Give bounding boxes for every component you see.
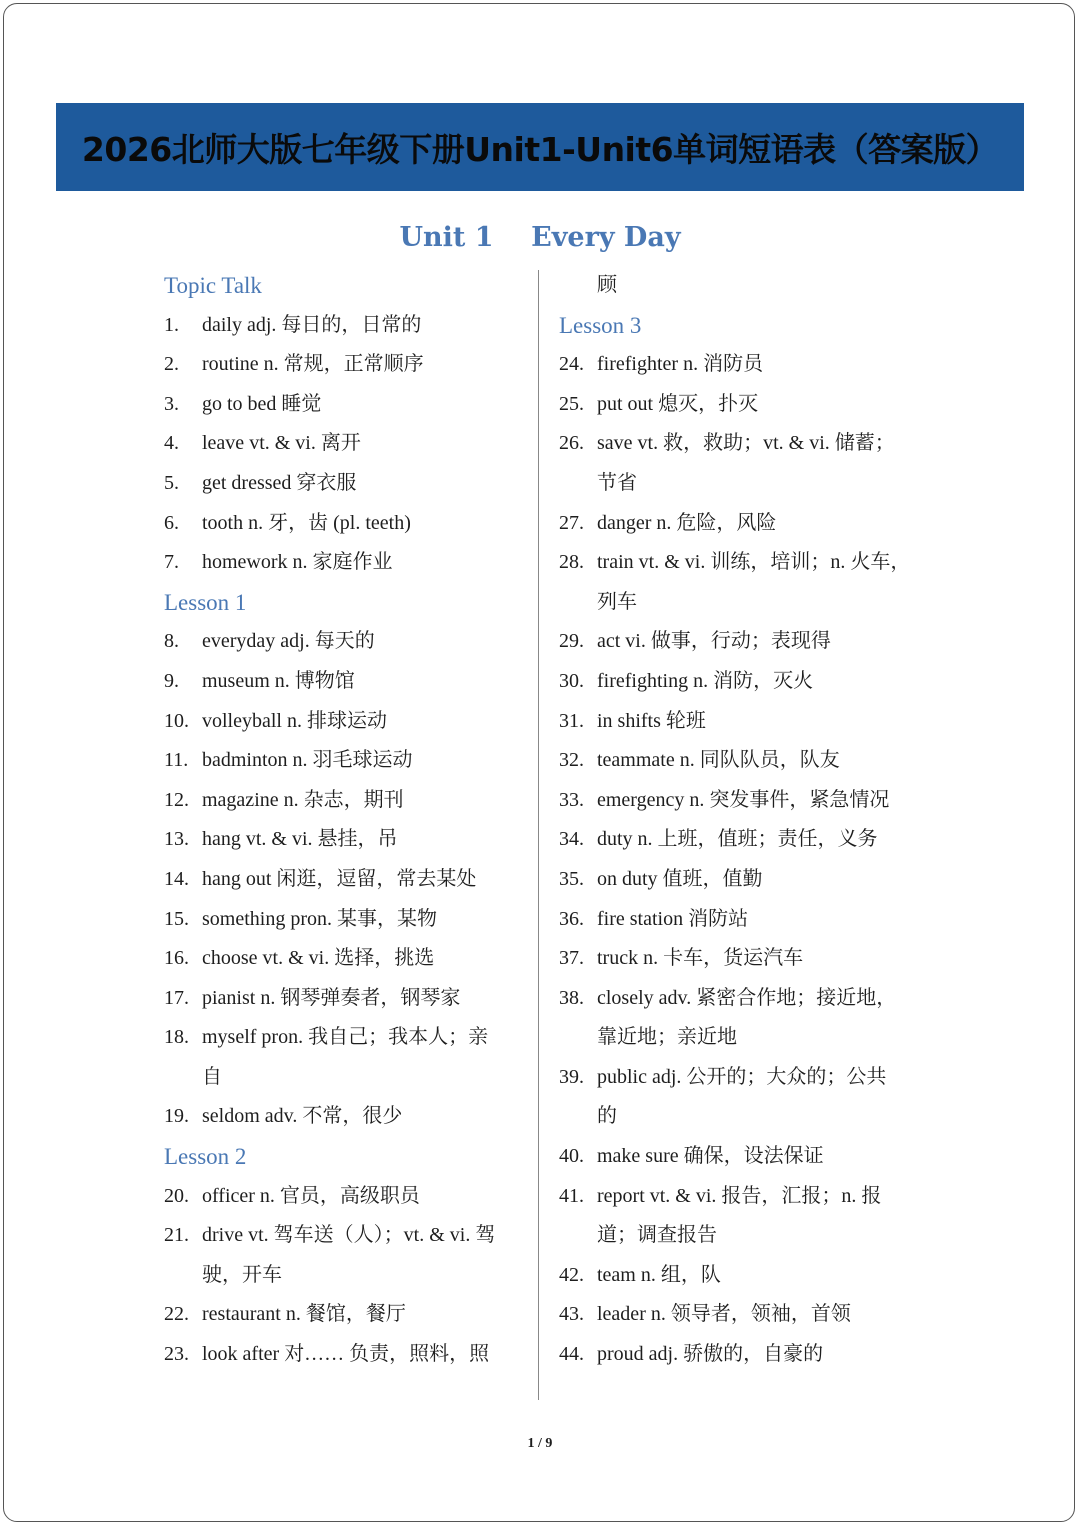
entry-text: pianist n. 钢琴弹奏者，钢琴家 — [202, 986, 461, 1009]
entry-number: 37. — [559, 947, 584, 970]
entry-number: 12. — [164, 788, 189, 811]
entry-number: 35. — [559, 867, 584, 890]
entry-text: tooth n. 牙，齿 (pl. teeth) — [202, 511, 411, 534]
entry-number: 6. — [164, 511, 179, 534]
entry-text: restaurant n. 餐馆，餐厅 — [202, 1303, 406, 1326]
vocab-entry — [559, 1256, 921, 1296]
section-heading: Lesson 2 — [164, 1144, 247, 1170]
entry-number: 11. — [164, 749, 189, 772]
entry-text: everyday adj. 每天的 — [202, 630, 375, 653]
vocab-entry — [164, 385, 524, 425]
vocab-entry — [559, 1295, 921, 1335]
entry-text: museum n. 博物馆 — [202, 669, 355, 692]
entry-text: train vt. & vi. 训练，培训；n. 火车， — [597, 551, 911, 574]
entry-number: 34. — [559, 828, 584, 851]
title-banner — [56, 103, 1024, 191]
vocab-entry — [164, 900, 524, 940]
document-title: 2026北师大版七年级下册Unit1-Unit6单词短语表（答案版） — [81, 129, 999, 169]
entry-text: firefighter n. 消防员 — [597, 353, 764, 376]
vocab-entry — [164, 741, 524, 781]
entry-text: fire station 消防站 — [597, 907, 749, 930]
vocab-entry — [559, 345, 921, 385]
vocab-entry — [559, 1335, 921, 1375]
vocab-entry — [559, 1177, 921, 1217]
entry-continuation: 驶，开车 — [202, 1263, 282, 1286]
vocab-entry — [559, 741, 921, 781]
vocab-entry — [559, 662, 921, 702]
vocab-entry — [559, 820, 921, 860]
vocab-entry — [164, 1335, 524, 1375]
entry-text: truck n. 卡车，货运汽车 — [597, 947, 804, 970]
section-heading: Topic Talk — [164, 273, 262, 298]
entry-continuation: 列车 — [597, 590, 637, 613]
right-column — [559, 266, 921, 1375]
vocab-entry — [164, 543, 524, 583]
column-divider — [538, 270, 539, 1400]
entry-text: drive vt. 驾车送（人）；vt. & vi. 驾 — [202, 1224, 496, 1247]
entry-number: 26. — [559, 432, 584, 455]
vocab-entry — [164, 860, 524, 900]
vocab-entry — [559, 702, 921, 742]
entry-number: 43. — [559, 1303, 584, 1326]
entry-number: 3. — [164, 392, 179, 415]
entry-number: 4. — [164, 432, 179, 455]
entry-text: leave vt. & vi. 离开 — [202, 432, 361, 455]
vocab-entry — [559, 860, 921, 900]
vocab-entry — [559, 1058, 921, 1098]
entry-number: 20. — [164, 1184, 189, 1207]
entry-number: 31. — [559, 709, 584, 732]
entry-number: 21. — [164, 1224, 189, 1247]
entry-number: 13. — [164, 828, 189, 851]
entry-text: proud adj. 骄傲的，自豪的 — [597, 1343, 824, 1366]
vocab-entry — [164, 781, 524, 821]
entry-text: seldom adv. 不常，很少 — [202, 1105, 403, 1128]
entry-text: duty n. 上班，值班；责任，义务 — [597, 828, 878, 851]
entry-number: 7. — [164, 551, 179, 574]
vocab-entry — [559, 1137, 921, 1177]
vocab-entry — [164, 979, 524, 1019]
entry-number: 38. — [559, 986, 584, 1009]
entry-number: 24. — [559, 353, 584, 376]
entry-number: 17. — [164, 986, 189, 1009]
entry-number: 33. — [559, 788, 584, 811]
entry-continuation: 自 — [202, 1065, 222, 1088]
entry-number: 44. — [559, 1343, 584, 1366]
entry-text: danger n. 危险，风险 — [597, 511, 777, 534]
entry-number: 27. — [559, 511, 584, 534]
vocab-entry — [559, 385, 921, 425]
left-column — [164, 266, 524, 1375]
entry-text: daily adj. 每日的，日常的 — [202, 313, 422, 336]
entry-number: 30. — [559, 669, 584, 692]
entry-number: 39. — [559, 1065, 584, 1088]
vocab-entry — [559, 900, 921, 940]
entry-continuation: 道；调查报告 — [597, 1224, 717, 1247]
entry-text: emergency n. 突发事件，紧急情况 — [597, 788, 890, 811]
entry-text: get dressed 穿衣服 — [202, 471, 357, 494]
entry-text: leader n. 领导者，领袖，首领 — [597, 1303, 851, 1326]
vocab-entry — [164, 1216, 524, 1256]
entry-number: 1. — [164, 313, 179, 336]
entry-text: officer n. 官员，高级职员 — [202, 1184, 420, 1207]
entry-text: save vt. 救，救助；vt. & vi. 储蓄； — [597, 432, 895, 455]
entry-text: go to bed 睡觉 — [202, 392, 322, 415]
section-heading: Lesson 1 — [164, 589, 247, 615]
entry-number: 8. — [164, 630, 179, 653]
vocab-entry — [559, 504, 921, 544]
vocab-entry — [164, 1018, 524, 1058]
entry-number: 42. — [559, 1263, 584, 1286]
entry-number: 25. — [559, 392, 584, 415]
entry-text: make sure 确保，设法保证 — [597, 1145, 824, 1168]
unit-title: Unit 1 Every Day — [399, 222, 681, 253]
entry-text: something pron. 某事，某物 — [202, 907, 437, 930]
entry-text: badminton n. 羽毛球运动 — [202, 749, 413, 772]
entry-number: 29. — [559, 630, 584, 653]
entry-text: hang vt. & vi. 悬挂，吊 — [202, 828, 398, 851]
vocab-entry — [164, 702, 524, 742]
entry-text: myself pron. 我自己；我本人；亲 — [202, 1026, 489, 1049]
entry-text: routine n. 常规，正常顺序 — [202, 353, 424, 376]
entry-number: 41. — [559, 1184, 584, 1207]
vocab-entry — [559, 781, 921, 821]
vocab-entry — [559, 979, 921, 1019]
vocab-entry — [559, 424, 921, 464]
vocab-entry — [164, 424, 524, 464]
entry-text: look after 对…… 负责，照料，照 — [202, 1343, 490, 1366]
entry-number: 15. — [164, 907, 189, 930]
section-heading: Lesson 3 — [559, 312, 642, 338]
vocab-entry — [164, 622, 524, 662]
entry-continuation: 顾 — [597, 274, 617, 296]
entry-text: volleyball n. 排球运动 — [202, 709, 387, 732]
entry-text: in shifts 轮班 — [597, 709, 706, 732]
entry-text: public adj. 公开的；大众的；公共 — [597, 1065, 887, 1088]
entry-number: 16. — [164, 947, 189, 970]
vocab-entry — [164, 820, 524, 860]
entry-number: 9. — [164, 669, 179, 692]
entry-number: 18. — [164, 1026, 189, 1049]
page-number: 1 / 9 — [527, 1436, 553, 1451]
entry-number: 5. — [164, 471, 179, 494]
vocab-entry — [164, 662, 524, 702]
entry-continuation: 的 — [597, 1105, 617, 1128]
vocab-entry — [559, 543, 921, 583]
vocab-entry — [164, 1295, 524, 1335]
entry-text: on duty 值班，值勤 — [597, 867, 763, 890]
entry-number: 19. — [164, 1105, 189, 1128]
entry-number: 10. — [164, 709, 189, 732]
entry-number: 28. — [559, 551, 584, 574]
entry-text: act vi. 做事，行动；表现得 — [597, 630, 831, 653]
entry-continuation: 节省 — [597, 471, 637, 494]
entry-number: 2. — [164, 353, 179, 376]
entry-number: 22. — [164, 1303, 189, 1326]
entry-text: closely adv. 紧密合作地；接近地， — [597, 986, 897, 1009]
entry-text: homework n. 家庭作业 — [202, 551, 393, 574]
vocab-entry — [164, 1177, 524, 1217]
entry-text: teammate n. 同队队员，队友 — [597, 749, 840, 772]
vocab-entry — [164, 306, 524, 346]
entry-number: 23. — [164, 1343, 189, 1366]
entry-continuation: 靠近地；亲近地 — [597, 1026, 737, 1049]
vocab-entry — [164, 939, 524, 979]
vocab-entry — [559, 939, 921, 979]
entry-text: team n. 组，队 — [597, 1263, 721, 1286]
entry-text: firefighting n. 消防，灭火 — [597, 669, 814, 692]
vocab-entry — [164, 1097, 524, 1137]
entry-text: put out 熄灭，扑灭 — [597, 392, 759, 415]
entry-number: 32. — [559, 749, 584, 772]
entry-number: 14. — [164, 867, 189, 890]
entry-text: choose vt. & vi. 选择，挑选 — [202, 947, 435, 970]
vocab-entry — [164, 345, 524, 385]
entry-number: 40. — [559, 1145, 584, 1168]
vocab-entry — [164, 464, 524, 504]
vocab-entry — [559, 622, 921, 662]
entry-text: magazine n. 杂志，期刊 — [202, 788, 404, 811]
entry-number: 36. — [559, 907, 584, 930]
vocab-entry — [164, 504, 524, 544]
entry-text: report vt. & vi. 报告，汇报；n. 报 — [597, 1184, 882, 1207]
entry-text: hang out 闲逛，逗留，常去某处 — [202, 867, 477, 890]
